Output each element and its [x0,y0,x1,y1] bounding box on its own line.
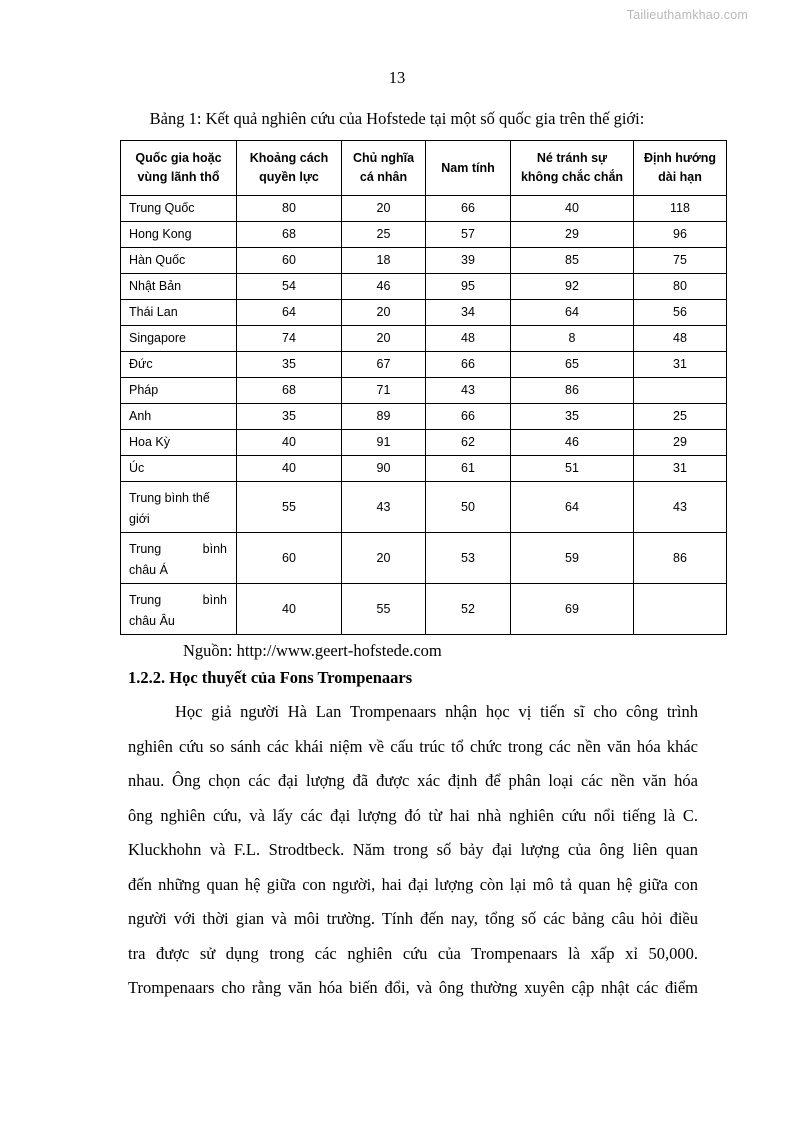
cell-power-distance: 64 [237,300,342,326]
cell-uncertainty-avoidance: 35 [511,404,634,430]
column-header-masculinity [426,141,511,196]
cell-long-term-orientation: 25 [634,404,727,430]
cell-country [121,248,237,274]
cell-uncertainty-avoidance: 8 [511,326,634,352]
cell-country [121,456,237,482]
table-row [121,300,727,326]
cell-long-term-orientation [634,378,727,404]
cell-power-distance: 40 [237,584,342,635]
cell-uncertainty-avoidance: 29 [511,222,634,248]
cell-individualism: 43 [342,482,426,533]
table-body [121,196,727,635]
table-row [121,456,727,482]
cell-country [121,274,237,300]
cell-country [121,404,237,430]
cell-country-line: Trung bình [129,592,227,607]
cell-country [121,196,237,222]
cell-masculinity: 66 [426,352,511,378]
cell-power-distance: 68 [237,378,342,404]
cell-individualism: 91 [342,430,426,456]
cell-uncertainty-avoidance: 46 [511,430,634,456]
cell-uncertainty-avoidance: 64 [511,482,634,533]
cell-long-term-orientation [634,584,727,635]
table-row [121,196,727,222]
column-header-individualism-line1: Chủ nghĩa [352,151,415,165]
cell-masculinity: 48 [426,326,511,352]
table-caption: Bảng 1: Kết quả nghiên cứu của Hofstede tại một số quốc gia trên thế giới: [149,109,645,128]
table-row [121,326,727,352]
cell-country [121,222,237,248]
cell-power-distance: 60 [237,533,342,584]
column-header-power-distance-line2: quyền lực [259,170,319,184]
cell-long-term-orientation: 43 [634,482,727,533]
table-row [121,352,727,378]
table-header-row [121,141,727,196]
column-header-country-line1: Quốc gia hoặc [135,151,222,165]
cell-individualism: 20 [342,326,426,352]
cell-long-term-orientation: 56 [634,300,727,326]
cell-masculinity: 66 [426,196,511,222]
column-header-uncertainty-avoidance-line1: Né tránh sự [536,151,608,165]
cell-country [121,300,237,326]
cell-masculinity: 57 [426,222,511,248]
column-header-power-distance-line1: Khoảng cách [249,151,329,165]
table-row [121,430,727,456]
cell-masculinity: 66 [426,404,511,430]
cell-long-term-orientation: 31 [634,456,727,482]
table-row [121,378,727,404]
hofstede-results-table [120,140,727,635]
table-source: Nguồn: http://www.geert-hofstede.com [183,641,442,660]
cell-masculinity: 39 [426,248,511,274]
cell-country-line: châu Á [129,562,168,577]
cell-country-line: Thái Lan [129,305,178,319]
cell-country-line: giới [129,511,150,526]
cell-individualism: 20 [342,300,426,326]
cell-uncertainty-avoidance: 64 [511,300,634,326]
cell-masculinity: 61 [426,456,511,482]
table-row [121,533,727,584]
cell-masculinity: 52 [426,584,511,635]
cell-masculinity: 43 [426,378,511,404]
cell-country [121,430,237,456]
cell-individualism: 89 [342,404,426,430]
cell-uncertainty-avoidance: 69 [511,584,634,635]
cell-uncertainty-avoidance: 65 [511,352,634,378]
page-number: 13 [388,68,406,87]
table-row [121,248,727,274]
column-header-long-term-orientation [634,141,727,196]
cell-country-line: Úc [129,461,145,475]
column-header-individualism [342,141,426,196]
paragraph-line: nhau. Ông chọn các đại lượng đã được xác định để phân loại các nền văn hóa [128,771,698,790]
column-header-country-line2: vùng lãnh thổ [137,170,220,184]
column-header-country [121,141,237,196]
cell-long-term-orientation: 96 [634,222,727,248]
table-header [121,141,727,196]
cell-country-line: Hong Kong [129,227,192,241]
paragraph-line: Trompenaars cho rằng văn hóa biến đổi, và ông thường xuyên cập nhật các điểm [128,978,698,997]
cell-individualism: 18 [342,248,426,274]
column-header-uncertainty-avoidance [511,141,634,196]
cell-long-term-orientation: 118 [634,196,727,222]
cell-uncertainty-avoidance: 40 [511,196,634,222]
cell-individualism: 55 [342,584,426,635]
table-row [121,482,727,533]
cell-power-distance: 55 [237,482,342,533]
cell-power-distance: 35 [237,352,342,378]
cell-country-line: Hàn Quốc [129,253,186,267]
cell-country [121,352,237,378]
cell-country-line: Singapore [129,331,186,345]
column-header-uncertainty-avoidance-line2: không chắc chắn [520,170,624,184]
cell-power-distance: 68 [237,222,342,248]
column-header-masculinity-line1: Nam tính [441,160,495,175]
cell-country [121,584,237,635]
cell-country-line: Trung bình [129,541,227,556]
cell-uncertainty-avoidance: 51 [511,456,634,482]
cell-country [121,482,237,533]
column-header-power-distance [237,141,342,196]
cell-masculinity: 53 [426,533,511,584]
paragraph-line: ông nghiên cứu, và lấy các đại lượng đó từ hai nhà nghiên cứu nổi tiếng là C. [128,805,698,825]
cell-country-line: Đức [129,357,153,371]
cell-power-distance: 60 [237,248,342,274]
cell-country-line: Hoa Kỳ [129,435,170,449]
cell-country-line: Nhật Bản [129,279,182,293]
section-heading: 1.2.2. Học thuyết của Fons Trompenaars [128,668,413,687]
cell-individualism: 20 [342,196,426,222]
cell-individualism: 71 [342,378,426,404]
paragraph-line: nghiên cứu so sánh các khái niệm về cấu trúc tổ chức trong các nền văn hóa khác [128,736,698,756]
cell-uncertainty-avoidance: 92 [511,274,634,300]
cell-power-distance: 40 [237,430,342,456]
cell-long-term-orientation: 29 [634,430,727,456]
cell-country-line: châu Âu [129,613,175,628]
column-header-long-term-orientation-line1: Định hướng [643,151,717,165]
body-paragraph [128,695,698,1006]
cell-country-line: Anh [129,409,152,423]
cell-long-term-orientation: 75 [634,248,727,274]
cell-long-term-orientation: 86 [634,533,727,584]
cell-long-term-orientation: 48 [634,326,727,352]
cell-power-distance: 35 [237,404,342,430]
cell-country-line: Trung bình thế [129,490,210,505]
paragraph-line: Học giả người Hà Lan Trompenaars nhận học vị tiến sĩ cho công trình [175,702,698,721]
cell-masculinity: 95 [426,274,511,300]
cell-individualism: 67 [342,352,426,378]
cell-individualism: 25 [342,222,426,248]
cell-masculinity: 50 [426,482,511,533]
cell-power-distance: 74 [237,326,342,352]
table-row [121,222,727,248]
paragraph-line: tra được sử dụng trong các nghiên cứu của Trompenaars là xấp xỉ 50,000. [128,943,698,963]
cell-individualism: 20 [342,533,426,584]
cell-individualism: 90 [342,456,426,482]
paragraph-line: người với thời gian và môi trường. Tính đến nay, tổng số các bảng câu hỏi điều [128,909,698,928]
cell-uncertainty-avoidance: 85 [511,248,634,274]
paragraph-line: Kluckhohn và F.L. Strodtbeck. Năm trong số bảy đại lượng của ông liên quan [128,840,698,859]
cell-long-term-orientation: 31 [634,352,727,378]
column-header-individualism-line2: cá nhân [359,170,408,184]
table-row [121,404,727,430]
cell-long-term-orientation: 80 [634,274,727,300]
table-row [121,584,727,635]
cell-country-line: Pháp [129,383,159,397]
table-row [121,274,727,300]
cell-country [121,326,237,352]
cell-masculinity: 62 [426,430,511,456]
paragraph-line: đến những quan hệ giữa con người, hai đại lượng còn lại mô tả quan hệ giữa con [128,874,698,894]
cell-power-distance: 40 [237,456,342,482]
watermark-text: Tailieuthamkhao.com [626,8,748,22]
cell-country [121,378,237,404]
cell-power-distance: 80 [237,196,342,222]
cell-power-distance: 54 [237,274,342,300]
cell-uncertainty-avoidance: 86 [511,378,634,404]
cell-individualism: 46 [342,274,426,300]
cell-country-line: Trung Quốc [129,201,195,215]
cell-masculinity: 34 [426,300,511,326]
column-header-long-term-orientation-line2: dài hạn [658,170,702,184]
cell-uncertainty-avoidance: 59 [511,533,634,584]
cell-country [121,533,237,584]
